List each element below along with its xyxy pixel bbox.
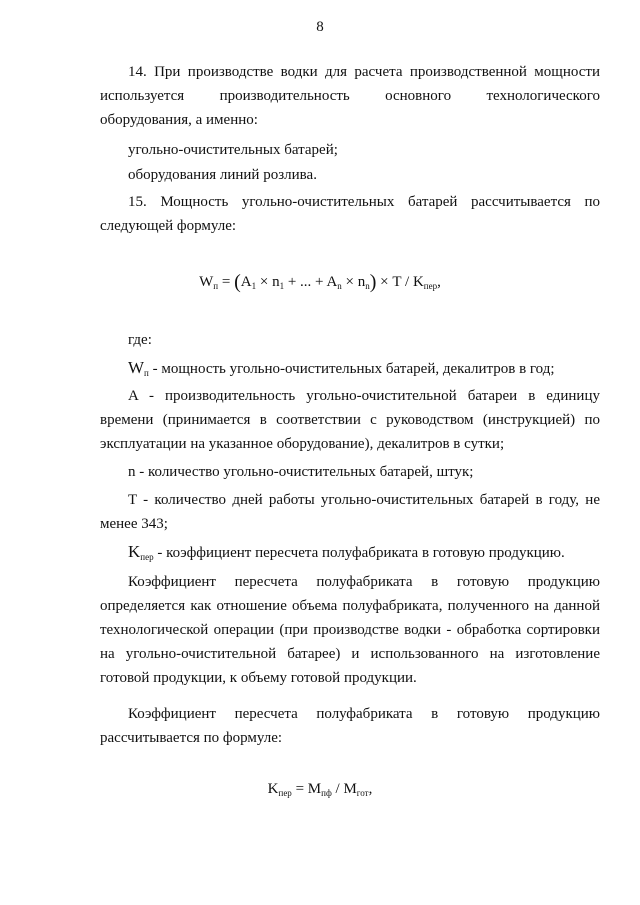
definition-n: n - количество угольно-очистительных батарей, штук; [128, 464, 474, 480]
formula-equals: = [221, 274, 231, 290]
formula2-divide: / [335, 781, 340, 797]
formula-times-1: × [259, 274, 269, 290]
formula-t-div: T / [392, 274, 410, 290]
definition-t: T - количество дней работы угольно-очистительных батарей в году, не менее 343; [100, 492, 600, 532]
page-number: 8 [316, 19, 324, 35]
paragraph-coefficient-definition: Коэффициент пересчета полуфабриката в готовую продукцию определяется как отношение объема полуфабриката, полученного на данной технологической операции (при производстве водки - обработка сортировки на угольно-очистительной батарее) и использованного на изготовление готовой продукции, к объему готовой продукции. [100, 574, 600, 686]
formula-comma: , [437, 274, 441, 290]
formula2-m-semi: M [307, 781, 322, 797]
capacity-formula [0, 271, 640, 293]
formula-k-symbol: K [412, 274, 424, 290]
list-item-bottling-lines: оборудования линий розлива. [128, 167, 317, 183]
formula2-m-finished-subscript: гот [356, 788, 369, 798]
formula-w-symbol: W [199, 274, 214, 290]
list-item-batteries: угольно-очистительных батарей; [128, 142, 338, 158]
definition-w [128, 358, 600, 379]
formula2-m-finished: M [343, 781, 357, 797]
paragraph-15: 15. Мощность угольно-очистительных батарей рассчитывается по следующей формуле: [100, 194, 600, 234]
formula-times-2: × [345, 274, 354, 290]
definition-k [128, 542, 600, 563]
formula-a1: A [240, 274, 252, 290]
formula-a1-subscript: 1 [251, 281, 257, 291]
formula-n1: n [272, 274, 280, 290]
formula2-equals: = [295, 781, 305, 797]
paragraph-coefficient-formula-intro: Коэффициент пересчета полуфабриката в готовую продукцию рассчитывается по формуле: [100, 706, 600, 746]
definition-a: A - производительность угольно-очистительной батареи в единицу времени (принимается в соответствии с руководством (инструкцией) по эксплуатации на указанное оборудование), декалитров в сутки; [100, 388, 600, 452]
formula-an: A [326, 274, 338, 290]
formula-times-3: × [380, 274, 389, 290]
formula-nn: n [357, 274, 366, 290]
formula-close-paren: ) [369, 271, 377, 293]
formula2-m-semi-subscript: пф [321, 788, 332, 798]
coefficient-formula [0, 778, 640, 800]
definition-w-symbol: W [128, 358, 145, 377]
definition-k-symbol: K [128, 542, 141, 561]
formula-nn-subscript: n [365, 281, 370, 291]
formula-k-subscript: пер [423, 281, 438, 291]
formula-open-paren: ( [234, 271, 241, 293]
formula-plus-dots: + ... + [287, 274, 324, 290]
definition-w-text: - мощность угольно-очистительных батарей, декалитров в год; [152, 361, 555, 377]
formula-w-subscript: п [213, 281, 219, 291]
definition-w-subscript: п [144, 368, 149, 378]
definition-k-text: - коэффициент пересчета полуфабриката в готовую продукцию. [157, 545, 565, 561]
definition-k-subscript: пер [140, 552, 154, 562]
paragraph-14: 14. При производстве водки для расчета производственной мощности используется производительность основного технологического оборудования, а именно: [100, 64, 600, 128]
formula2-k-symbol: K [267, 781, 279, 797]
formula2-comma: , [368, 781, 373, 797]
formula2-k-subscript: пер [278, 788, 292, 798]
formula-an-subscript: n [337, 281, 342, 291]
formula-n1-subscript: 1 [279, 281, 285, 291]
where-label: где: [128, 332, 152, 348]
